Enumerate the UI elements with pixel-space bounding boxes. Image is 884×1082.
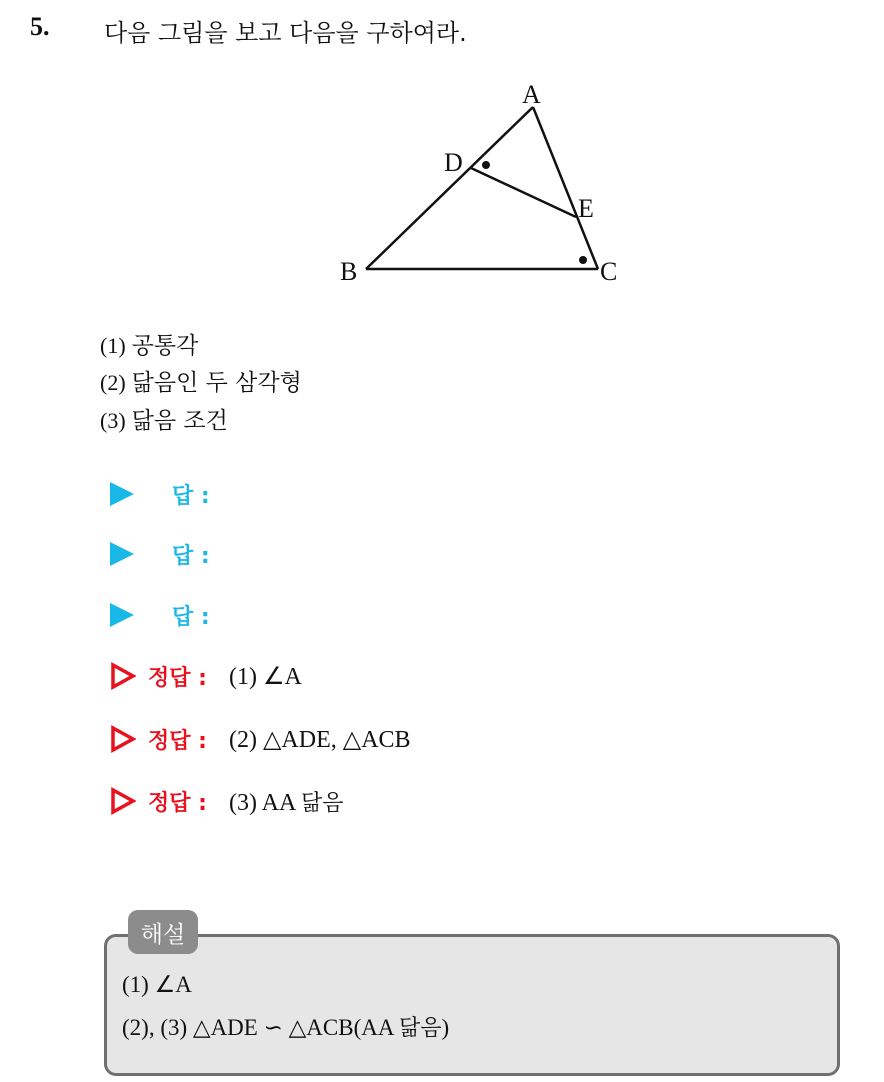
solution-label: 정답 : [148, 665, 207, 691]
solution-text [229, 725, 411, 754]
explanation-line-2-end: ) [441, 1015, 450, 1040]
angle-mark-C [579, 256, 587, 264]
solution-text [229, 662, 302, 691]
answer-label: 답 : [172, 604, 210, 630]
side-AC [533, 107, 598, 269]
solution-label: 정답 : [148, 728, 207, 754]
play-arrow-icon [110, 542, 134, 566]
solution-row-3 [110, 783, 343, 819]
answer-label: 답 : [172, 483, 210, 509]
solution-row-1 [110, 658, 302, 694]
solution-value-korean: 닮음 [300, 790, 344, 816]
question-number: 5. [30, 12, 50, 41]
sub-question-number: (2) [100, 370, 126, 395]
sub-question-text: 공통각 [131, 333, 199, 359]
label-C: C [600, 257, 618, 286]
sub-question-text: 닮음인 두 삼각형 [131, 370, 302, 396]
sub-question-number: (1) [100, 333, 126, 358]
play-arrow-icon [110, 482, 134, 506]
play-arrow-icon [110, 603, 134, 627]
answer-slot-2[interactable] [110, 536, 210, 572]
answer-label: 답 : [172, 543, 210, 569]
label-E: E [578, 194, 594, 223]
explanation-line-2-korean: 닮음 [398, 1016, 442, 1041]
explanation-line-2-text: (2), (3) △ADE ∽ △ACB(AA [122, 1015, 399, 1040]
solution-value: (2) △ADE, △ACB [228, 726, 411, 753]
question-text: 다음 그림을 보고 다음을 구하여라. [104, 19, 467, 47]
solution-text [229, 786, 344, 817]
sub-question-2 [100, 364, 302, 397]
outline-arrow-icon [110, 787, 136, 815]
explanation-tab: 해설 [128, 910, 198, 954]
solution-value: (1) ∠A [228, 663, 302, 690]
solution-value: (3) AA [228, 789, 301, 816]
side-AB [366, 107, 533, 269]
solution-label: 정답 : [148, 790, 207, 816]
outline-arrow-icon [110, 725, 136, 753]
sub-question-1 [100, 327, 198, 360]
angle-mark-D [482, 161, 490, 169]
triangle-figure [330, 76, 640, 296]
explanation-line-1: (1) ∠A [122, 972, 192, 997]
solution-row-2 [110, 721, 411, 757]
sub-question-number: (3) [100, 408, 126, 433]
sub-question-text: 닮음 조건 [131, 408, 228, 434]
explanation-box [104, 934, 840, 1076]
outline-arrow-icon [110, 662, 136, 690]
label-B: B [340, 257, 358, 286]
answer-slot-3[interactable] [110, 597, 210, 633]
label-D: D [444, 148, 463, 177]
sub-question-3 [100, 402, 228, 435]
label-A: A [522, 80, 541, 109]
explanation-line-2 [122, 1011, 449, 1042]
answer-slot-1[interactable] [110, 476, 210, 512]
